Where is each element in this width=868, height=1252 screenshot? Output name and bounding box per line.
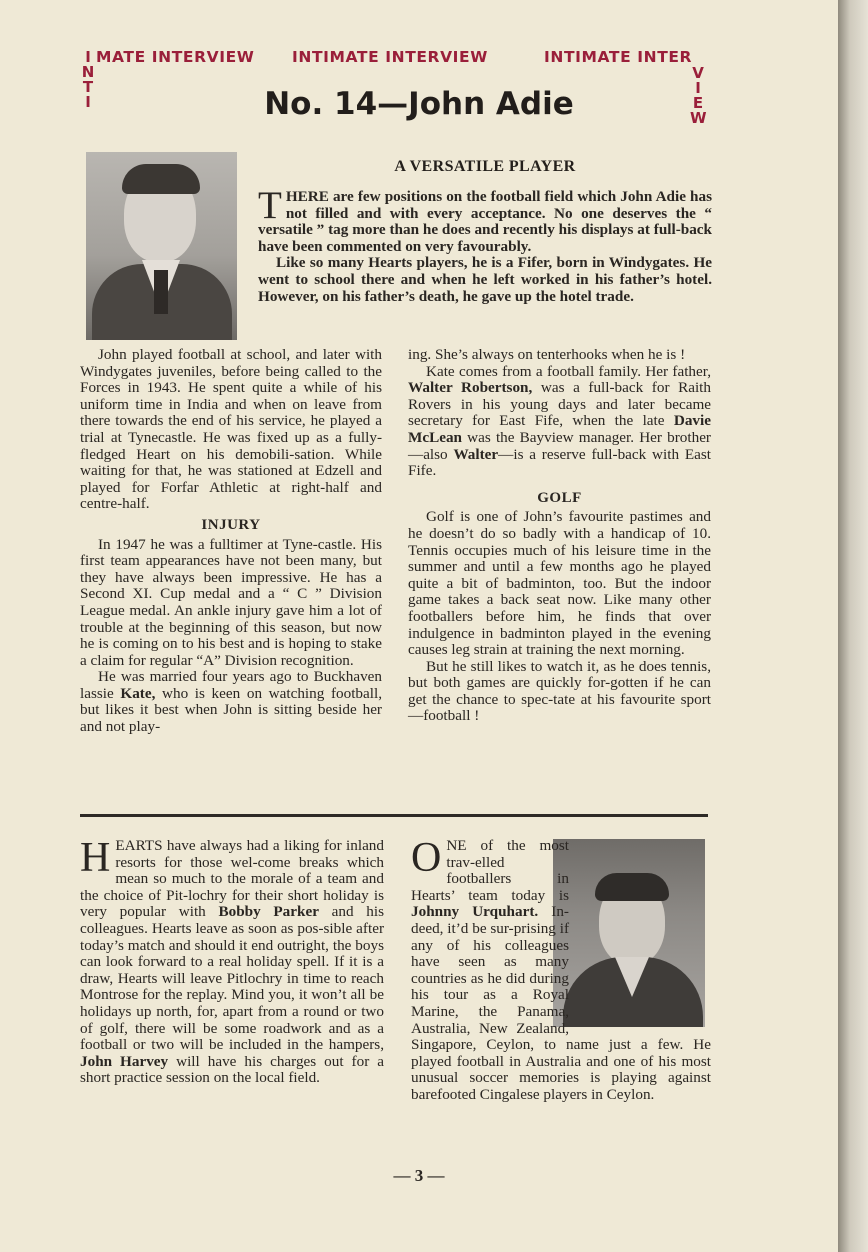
name-walter-robertson: Walter Robertson, <box>408 379 533 397</box>
right-column <box>408 347 711 725</box>
left-paragraph-2: In 1947 he was a fulltimer at Tyne-castle. His first team appearances have not been many, but they have always been impressive. He has a Second XI. Cup medal and a “ C ” Division League medal. An ankle injury gave him a lot of trouble at the beginning of this season, but now he is coming on to his best and is hoping to stake a claim for regular “A” Division recognition. <box>80 535 382 669</box>
text-run: will have his charges out for a short practice session on the local field. <box>80 1052 384 1087</box>
name-davie-mclean: Davie McLean <box>408 412 711 446</box>
drop-cap: O <box>411 835 442 881</box>
banner-vertical-right-letter: I <box>695 79 701 97</box>
banner-vertical-left-letter: I <box>85 93 91 111</box>
banner-vertical-right-letter: W <box>690 109 707 127</box>
drop-cap: T <box>258 184 282 227</box>
banner-right: INTIMATE INTER <box>544 48 693 66</box>
text-run: was a full-back for Raith Rovers in his young days and later became secretary for East Fife, when the late <box>408 379 711 430</box>
name-kate: Kate, <box>120 684 156 702</box>
banner-vertical-left-letter: T <box>82 78 94 96</box>
page-number: — 3 — <box>393 1166 445 1185</box>
text-run: EARTS have always had a liking for inland resorts for those wel-come breaks which mean so much to the morale of a team and the choice of Pit-lochry for their short holiday is very popular with <box>80 837 384 921</box>
banner-vertical-right-letter: V <box>692 64 704 82</box>
text-run: In-deed, it’d be sur-prising if any of his colleagues have seen as many countries as he did during his tour as a Royal Marine, the Panama, Australia, New Zealand, Singapore, Ceylon, to name just a few. He played football in Australia and one of his most unusual soccer memories is playing against barefooted Cingalese players in Ceylon. <box>411 903 711 1103</box>
drop-cap: H <box>80 835 111 881</box>
photo-spacer <box>569 838 711 1027</box>
hearts-paragraph <box>80 835 384 1087</box>
intro-paragraph-1: HERE are few positions on the football field which John Adie has not filled and with every acceptance. No one deserves the “ versatile ” tag more than he does and recently his displays at full-back have been commented on very favourably. <box>258 188 712 255</box>
left-paragraph-3 <box>80 669 382 735</box>
section-heading-golf: GOLF <box>537 489 582 506</box>
article-subheading: A VERSATILE PLAYER <box>394 158 576 175</box>
intro-text <box>258 184 712 305</box>
banner-vertical-left-letter: I <box>85 48 91 66</box>
right-paragraph-2 <box>408 364 711 480</box>
john-adie-photo <box>86 152 237 340</box>
intro-paragraph-2: Like so many Hearts players, he is a Fifer, born in Windygates. He went to school there and when he left worked in his father’s hotel. However, on his father’s death, he gave up the hotel trade. <box>258 254 712 305</box>
page-title: No. 14—John Adie <box>264 86 574 122</box>
banner-center: INTIMATE INTERVIEW <box>292 48 488 66</box>
right-paragraph-4: But he still likes to watch it, as he does tennis, but both games are quickly for-gotten if he can get the chance to spec-tate at his favourite sport—football ! <box>408 657 711 725</box>
name-walter: Walter <box>453 445 499 463</box>
right-paragraph-1: ing. She’s always on tenterhooks when he is ! <box>408 346 686 363</box>
name-john-harvey: John Harvey <box>80 1052 169 1070</box>
right-paragraph-3: Golf is one of John’s favourite pastimes and he doesn’t do so badly with a handicap of 10. Tennis occupies much of his leisure time in the summer and until a few months ago he played quite a bit of badminton, too. But the indoor game takes a back seat now. Like many other footballers before him, he finds that over indulgence in badminton played in the evening causes leg strain at training the next morning. <box>408 508 711 659</box>
left-column <box>80 347 382 736</box>
text-run: was the Bayview manager. Her brother—also <box>408 428 711 463</box>
text-run: and his colleagues. Hearts leave as soon as pos-sible after today’s match and should it end outright, the boys can look forward to a real holiday spell. If it is a draw, Hearts will leave Pitlochry in time to reach Montrose for the replay. Mind you, it won’t all be holidays up north, for, apart from a round or two of golf, there will be some roadwork and as a football or two will be included in the hampers, <box>80 903 384 1054</box>
text-run: —is a reserve full-back with East Fife. <box>408 445 711 480</box>
text-run: Kate comes from a football family. Her father, <box>426 362 711 380</box>
left-paragraph-1: John played football at school, and later with Windygates juveniles, before being called to the Forces in 1943. He spent quite a while of his uniform time in India and when on leave from there towards the end of his service, he played a trial at Tynecastle. He was fixed up as a fully-fledged Heart on his demobili-sation. While waiting for that, he was stationed at Edzell and played for Forfar Athletic at right-half and centre-half. <box>80 346 382 513</box>
banner-left: MATE INTERVIEW <box>96 48 255 66</box>
banner-vertical-right-letter: E <box>692 94 704 112</box>
text-run: He was married four years ago to Buckhaven lassie <box>80 668 382 702</box>
name-bobby-parker: Bobby Parker <box>218 903 319 921</box>
text-run: NE of the most trav-elled footballers in Hearts’ team today is <box>411 837 569 904</box>
text-run: who is keen on watching football, but likes it best when John is sitting beside her and not play- <box>80 684 382 736</box>
urquhart-paragraph <box>411 835 711 1104</box>
section-heading-injury: INJURY <box>201 516 261 533</box>
name-johnny-urquhart: Johnny Urquhart. <box>411 903 539 921</box>
hearts-holiday-column <box>80 835 384 1087</box>
section-divider <box>80 814 708 817</box>
urquhart-column <box>411 835 711 1104</box>
page-edge <box>838 0 868 1252</box>
banner-vertical-left-letter: N <box>81 63 95 81</box>
